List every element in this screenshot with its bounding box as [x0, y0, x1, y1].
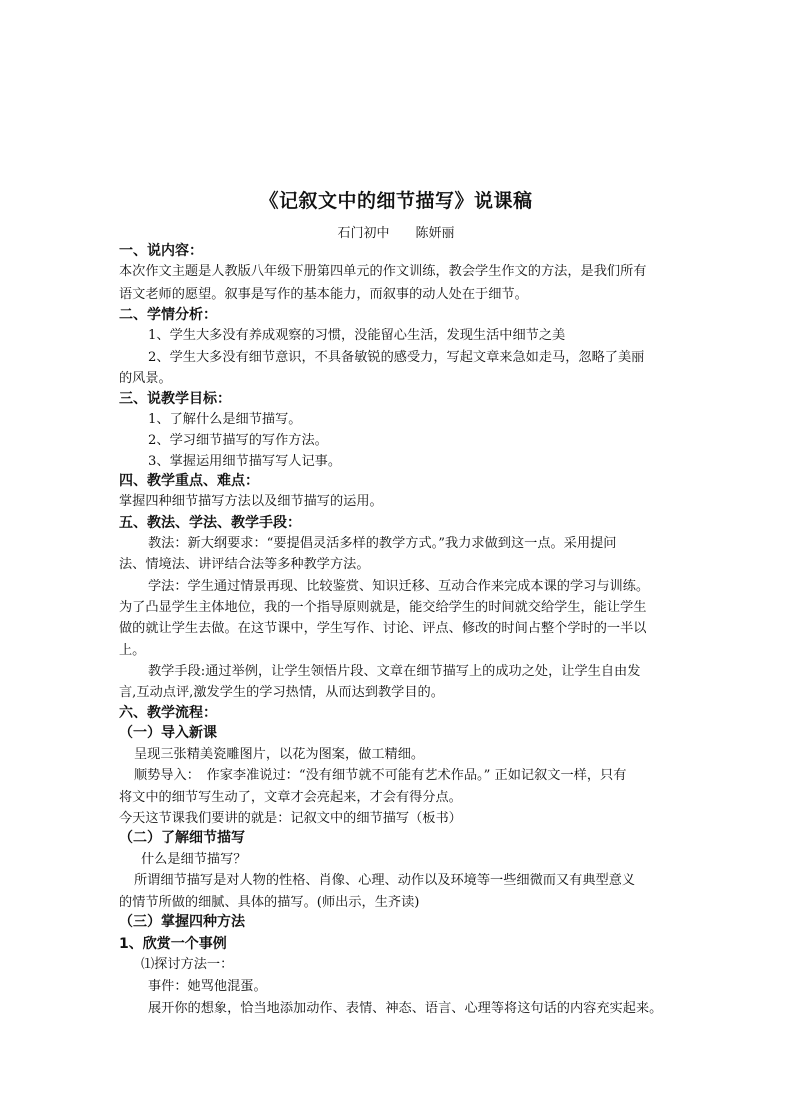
body-line: 什么是细节描写？: [141, 852, 247, 867]
body-line: 3、掌握运用细节描写写人记事。: [148, 454, 342, 469]
document-title: 《记叙文中的细节描写》说课稿: [259, 190, 533, 212]
body-line: 上。: [119, 643, 146, 658]
body-line: 事件：她骂他混蛋。: [148, 979, 267, 994]
body-line: 2、学生大多没有细节意识，不具备敏锐的感受力，写起文章来急如走马，忽略了美丽: [148, 350, 645, 365]
body-line: 本次作文主题是人教版八年级下册第四单元的作文训练，教会学生作文的方法，是我们所有: [119, 264, 647, 279]
body-line: 将文中的细节写生动了，文章才会亮起来，才会有得分点。: [119, 790, 462, 805]
body-line: ⑴探讨方法一：: [141, 957, 234, 972]
section-heading: 六、教学流程：: [119, 705, 217, 721]
section-heading: （二）了解细节描写: [119, 830, 245, 846]
body-line: 的风景。: [119, 371, 172, 386]
body-line: 学法：学生通过情景再现、比较鉴赏、知识迁移、互动合作来完成本课的学习与训练。: [148, 579, 650, 594]
body-line: 为了凸显学生主体地位，我的一个指导原则就是，能交给学生的时间就交给学生，能让学生: [119, 600, 647, 615]
body-line: 掌握四种细节描写方法以及细节描写的运用。: [119, 494, 383, 509]
body-line: 2、学习细节描写的写作方法。: [148, 433, 328, 448]
section-heading: 二、学情分析：: [119, 307, 217, 323]
body-line: 1、了解什么是细节描写。: [148, 412, 302, 427]
section-heading: 三、说教学目标：: [119, 391, 231, 407]
body-line: 言,互动点评,激发学生的学习热情，从而达到教学目的。: [119, 685, 444, 700]
body-line: 教法：新大纲要求：“要提倡灵活多样的教学方式。”我力求做到这一点。采用提问: [148, 536, 617, 551]
section-heading: 一、说内容：: [119, 243, 203, 259]
body-line: 所谓细节描写是对人物的性格、肖像、心理、动作以及环境等一些细微而又有典型意义: [134, 873, 636, 888]
body-line: 展开你的想象，恰当地添加动作、表情、神态、语言、心理等将这句话的内容充实起来。: [148, 1001, 663, 1016]
section-heading: （一）导入新课: [119, 725, 217, 741]
body-line: 顺势导入： 作家李准说过：“没有细节就不可能有艺术作品。” 正如记叙文一样，只有: [134, 768, 627, 783]
body-line: 教学手段:通过举例，让学生领悟片段、文章在细节描写上的成功之处，让学生自由发: [148, 664, 641, 679]
body-line: 的情节所做的细腻、具体的描写。(师出示，生齐读): [119, 895, 420, 910]
document-author: 石门初中 陈妍丽: [337, 226, 455, 241]
body-line: 法、情境法、讲评结合法等多种教学方法。: [119, 557, 370, 572]
body-line: 做的就让学生去做。在这节课中，学生写作、讨论、评点、修改的时间占整个学时的一半以: [119, 621, 647, 636]
section-heading: （三）掌握四种方法: [119, 914, 245, 930]
section-heading: 五、教法、学法、教学手段：: [119, 515, 301, 531]
body-line: 1、学生大多没有养成观察的习惯，没能留心生活，发现生活中细节之美: [148, 328, 566, 343]
body-line: 呈现三张精美瓷雕图片，以花为图案，做工精细。: [134, 747, 425, 762]
section-heading: 1、欣赏一个事例: [119, 936, 227, 952]
body-line: 今天这节课我们要讲的就是：记叙文中的细节描写（板书）: [119, 811, 462, 826]
body-line: 语文老师的愿望。叙事是写作的基本能力，而叙事的动人处在于细节。: [119, 287, 528, 302]
section-heading: 四、教学重点、难点：: [119, 473, 259, 489]
